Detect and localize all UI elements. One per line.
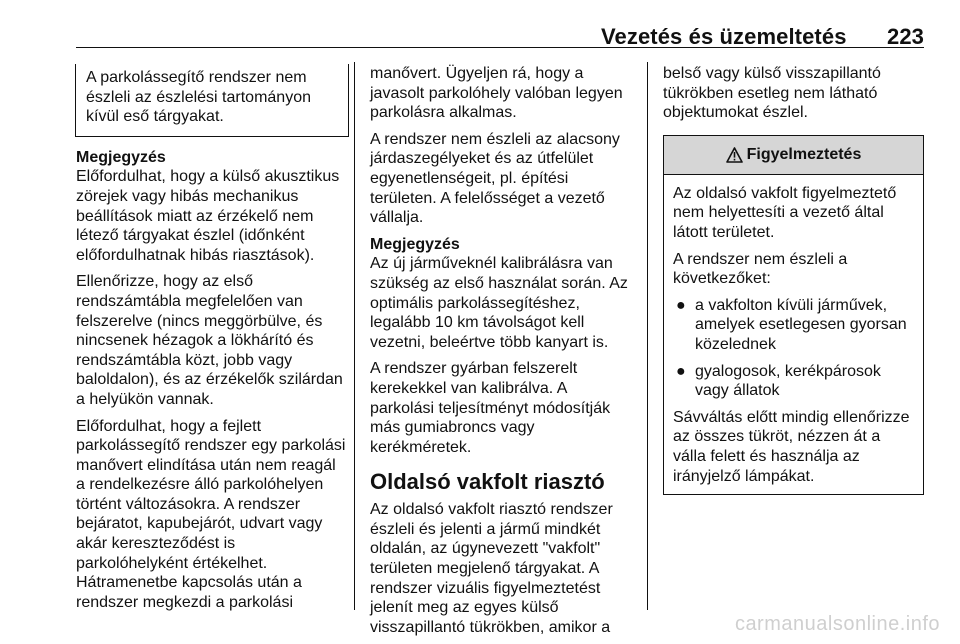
column-1 xyxy=(76,64,348,619)
section-heading: Oldalsó vakfolt riasztó xyxy=(370,469,605,495)
list-item xyxy=(673,362,915,401)
paragraph: Ellenőrizze, hogy az első rendszámtábla megfelelően van felszerelve (nincs meggörbülve, és nincsenek hézagok a lökhárító és rendszámtábla közt, jobb vagy baloldalon), és az érzékelők szilárdan a helyükön vannak. xyxy=(76,273,343,408)
list-item-text: gyalogosok, kerékpárosok vagy állatok xyxy=(695,362,881,400)
note-block xyxy=(370,235,635,353)
note-text: Előfordulhat, hogy a külső akusztikus zörejek vagy hibás mechanikus beállítások miatt az érzékelő nem létező tárgyakat észlel (időnként előfordulhatnak hibás riasztások). xyxy=(76,168,340,264)
paragraph: manővert. Ügyeljen rá, hogy a javasolt parkolóhely valóban legyen parkolásra alkalmas. xyxy=(370,65,623,122)
header-rule xyxy=(76,47,924,48)
note-text: Az új járműveknél kalibrálásra van szükség az első használat során. Az optimális parkolássegítéshez, legalább 10 km távolságot kell vezetni, beleértve több kanyart is. xyxy=(370,255,628,351)
list-item-text: a vakfolton kívüli járművek, amelyek esetlegesen gyorsan közelednek xyxy=(695,296,907,353)
column-3 xyxy=(663,64,925,495)
bullet-icon: ● xyxy=(676,296,686,314)
info-box-text: A parkolássegítő rendszer nem észleli az észlelési tartományon kívül eső tárgyakat. xyxy=(86,69,311,126)
bullet-icon: ● xyxy=(676,362,686,380)
warning-paragraph: A rendszer nem észleli a következőket: xyxy=(673,250,848,288)
paragraph: Az oldalsó vakfolt riasztó rendszer észleli és jelenti a jármű mindkét oldalán, az úgynevezett "vakfolt" területen megjelenő tárgyakat. A rendszer vizuális figyelmeztetést jelenít meg az egyes külső visszapillantó tükrökben, amikor a xyxy=(370,501,613,636)
section-title: Vezetés és üzemeltetés xyxy=(600,24,847,49)
note-label: Megjegyzés xyxy=(76,148,166,166)
warning-paragraph: Sávváltás előtt mindig ellenőrizze az összes tükröt, nézzen át a vállа felett és használja az irányjelző lámpákat. xyxy=(673,408,910,485)
page-number: 223 xyxy=(886,24,924,49)
list-item xyxy=(673,296,915,355)
note-block xyxy=(76,148,348,266)
warning-header xyxy=(664,136,923,175)
warning-triangle-icon xyxy=(726,147,743,163)
column-divider-1 xyxy=(354,62,355,610)
note-label: Megjegyzés xyxy=(370,235,460,253)
info-box xyxy=(75,64,349,137)
paragraph: belső vagy külső visszapillantó tükrökben esetleg nem látható objektumokat észlel. xyxy=(663,65,881,122)
paragraph: A rendszer gyárban felszerelt kerekekkel van kalibrálva. A parkolási teljesítményt módosítják más gumiabroncs vagy kerékméretek. xyxy=(370,360,611,456)
warning-body xyxy=(664,175,923,494)
column-divider-2 xyxy=(647,62,648,610)
warning-paragraph: Az oldalsó vakfolt figyelmeztető nem helyettesíti a vezető által látott területet. xyxy=(673,184,897,241)
warning-list xyxy=(673,296,915,401)
column-2 xyxy=(370,64,635,644)
warning-title: Figyelmeztetés xyxy=(746,145,862,163)
watermark: carmanualsonline.info xyxy=(734,613,940,635)
warning-box xyxy=(663,135,924,495)
paragraph: Előfordulhat, hogy a fejlett parkolássegítő rendszer egy parkolási manővert elindítása után nem reagál a rendelkezésre álló parkolóhelyen történt változásokra. A rendszer bejáratot, kapubejárót, udvart vagy akár kereszteződést is parkolóhelyként értékelhet. Hátramenetbe kapcsolás után a rendszer megkezdi a parkolási xyxy=(76,417,346,611)
paragraph: A rendszer nem észleli az alacsony járdaszegélyeket és az útfelület egyenetlenségeit, pl. építési területen. A felelősséget a vezető vállalja. xyxy=(370,130,620,227)
